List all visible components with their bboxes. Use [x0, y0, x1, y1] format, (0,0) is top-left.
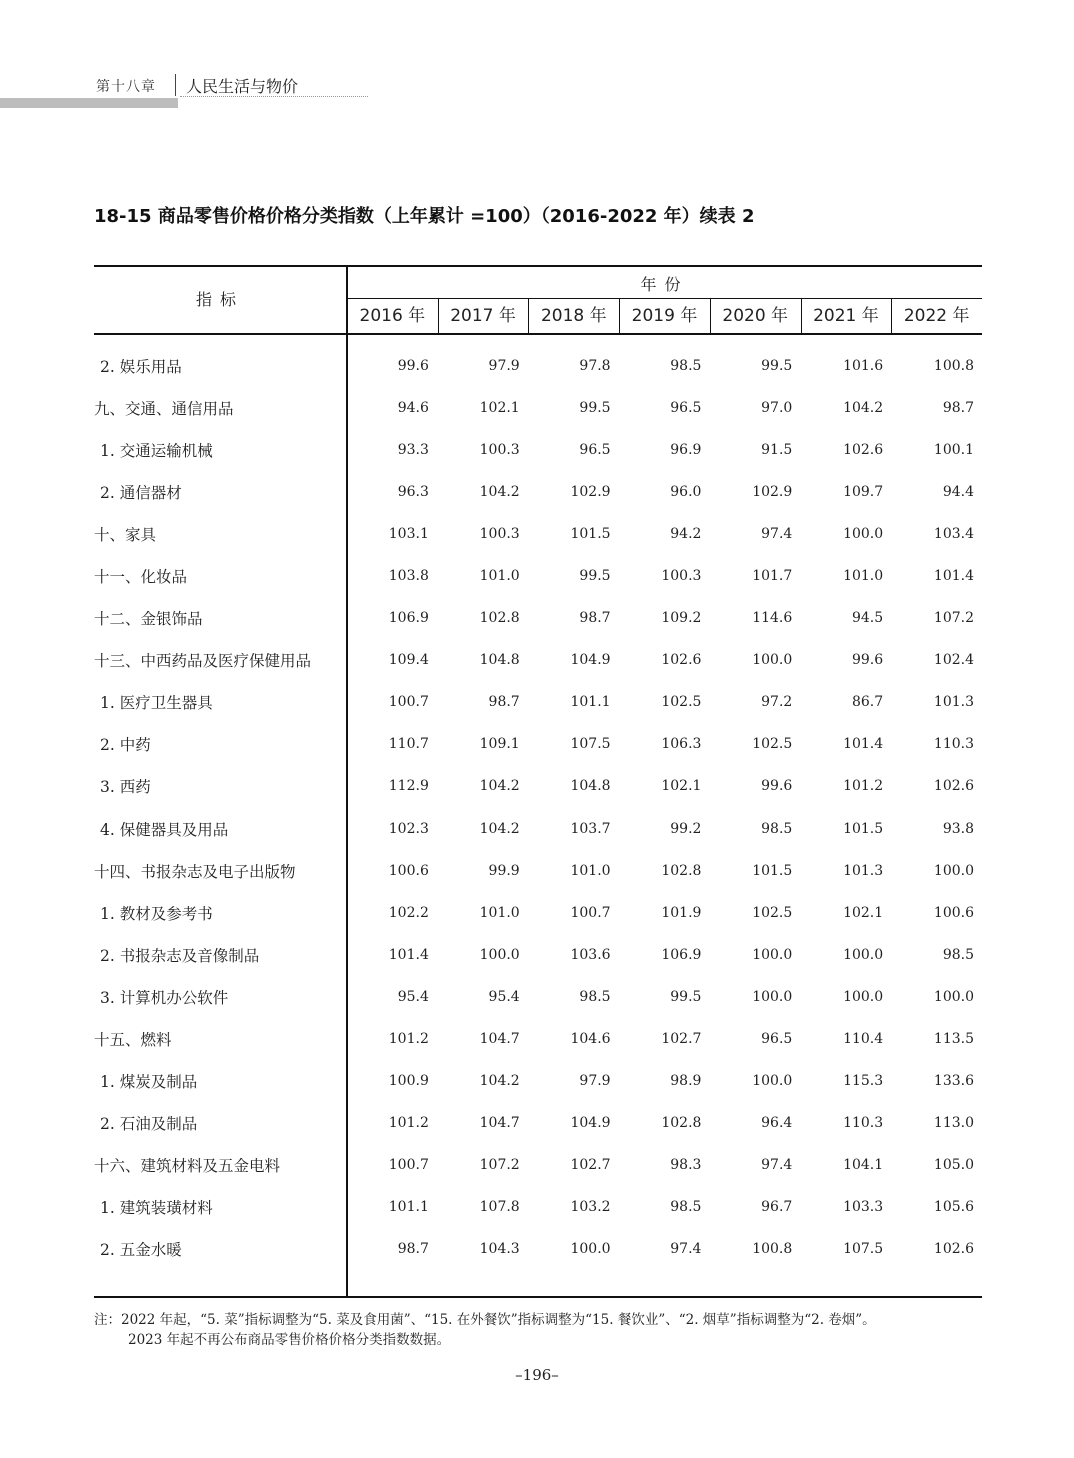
table-cell: 99.6: [397, 358, 429, 375]
row-values: [346, 1115, 982, 1131]
table-row: [94, 345, 982, 387]
header-indicator: 指标: [195, 290, 244, 309]
table-cell: 93.8: [942, 820, 975, 837]
table-cell: 102.1: [843, 904, 884, 921]
table-cell: 100.9: [388, 1072, 429, 1089]
table-row: [94, 723, 982, 765]
table-cell: 100.0: [933, 988, 975, 1005]
table-cell: 86.7: [851, 694, 884, 711]
table-cell: 107.5: [843, 1241, 884, 1257]
table-row: [94, 429, 982, 471]
footnote-line-2: 2023 年起不再公布商品零售价格价格分类指数数据。: [128, 1332, 451, 1348]
table-row: [94, 976, 982, 1018]
table-cell: 98.7: [942, 400, 975, 417]
table-cell: 101.3: [933, 694, 975, 711]
table-cell: 100.0: [752, 988, 793, 1005]
row-values: [346, 1157, 982, 1173]
chapter-dotted-rule: [180, 96, 368, 97]
table-cell: 101.5: [570, 526, 611, 543]
header-years: [347, 299, 982, 333]
table-row: [94, 555, 982, 597]
table-cell: 100.0: [752, 652, 793, 669]
table-cell: 100.7: [570, 904, 611, 921]
table-cell: 102.6: [661, 652, 702, 669]
row-label: 十二、金银饰品: [94, 610, 203, 629]
row-values: [346, 1241, 982, 1257]
table-cell: 101.4: [933, 568, 975, 585]
table-cell: 100.7: [388, 694, 429, 711]
table-cell: 98.3: [670, 1156, 702, 1173]
row-label: 1. 医疗卫生器具: [100, 694, 213, 713]
row-label: 十四、书报杂志及电子出版物: [94, 862, 296, 881]
table-cell: 101.1: [570, 694, 611, 711]
row-values: [346, 905, 982, 921]
table-cell: 106.9: [661, 946, 702, 963]
row-values: [346, 358, 982, 374]
table-cell: 101.5: [843, 820, 884, 837]
table-row: [94, 471, 982, 513]
table-cell: 104.9: [570, 1114, 611, 1131]
header-year: 2019 年: [631, 306, 698, 326]
header-year: 2021 年: [813, 306, 879, 326]
table-cell: 97.4: [761, 1156, 793, 1173]
table-body: [94, 345, 982, 1270]
chapter-number: 第十八章: [96, 79, 156, 95]
table-cell: 104.8: [479, 652, 520, 669]
table-bottom-rule: [94, 1296, 982, 1298]
table-cell: 101.9: [661, 904, 702, 921]
table-top-rule: [94, 265, 982, 267]
table-cell: 98.7: [579, 610, 611, 627]
table-cell: 102.8: [661, 862, 702, 879]
header-year: 2020 年: [722, 306, 789, 326]
chapter-divider: [175, 74, 176, 96]
row-values: [346, 821, 982, 837]
table-cell: 98.5: [942, 946, 975, 963]
table-cell: 100.0: [843, 988, 884, 1005]
table-cell: 103.1: [388, 526, 429, 543]
table-cell: 103.4: [933, 526, 975, 543]
table-cell: 101.2: [388, 1030, 429, 1047]
table-cell: 102.7: [661, 1030, 702, 1047]
table-cell: 99.5: [670, 988, 702, 1005]
year-column-separator: [801, 299, 802, 334]
table-cell: 102.5: [752, 736, 793, 753]
table-cell: 107.2: [933, 610, 975, 627]
year-column-separator: [710, 299, 711, 334]
row-values: [346, 947, 982, 963]
table-cell: 101.7: [752, 568, 793, 585]
row-label: 1. 交通运输机械: [100, 442, 213, 461]
row-label: 2. 书报杂志及音像制品: [100, 946, 260, 965]
table-row: [94, 513, 982, 555]
table-cell: 95.4: [397, 988, 429, 1005]
row-label: 2. 娱乐用品: [100, 358, 182, 377]
table-cell: 100.8: [933, 358, 975, 375]
year-column-separator: [891, 299, 892, 334]
table-cell: 96.4: [761, 1114, 793, 1131]
row-values: [346, 863, 982, 879]
row-values: [346, 1073, 982, 1089]
row-values: [346, 694, 982, 710]
table-cell: 101.6: [843, 358, 884, 375]
table-cell: 94.6: [397, 400, 429, 417]
table-cell: 98.5: [579, 988, 611, 1005]
table-cell: 98.5: [670, 358, 702, 375]
table-cell: 98.7: [488, 694, 520, 711]
table-cell: 96.5: [579, 442, 611, 459]
table-cell: 97.2: [761, 694, 793, 711]
table-cell: 104.1: [843, 1156, 884, 1173]
table-cell: 102.5: [661, 694, 702, 711]
table-cell: 104.3: [479, 1241, 520, 1257]
table-cell: 133.6: [933, 1072, 975, 1089]
row-label: 4. 保健器具及用品: [100, 820, 229, 839]
table-cell: 115.3: [843, 1072, 884, 1089]
year-column-separator: [528, 299, 529, 334]
table-cell: 99.2: [670, 820, 702, 837]
table-cell: 99.5: [761, 358, 793, 375]
row-values: [346, 526, 982, 542]
row-values: [346, 652, 982, 668]
table-row: [94, 1102, 982, 1144]
table-cell: 98.5: [670, 1198, 702, 1215]
table-cell: 101.0: [843, 568, 884, 585]
table-cell: 107.5: [570, 736, 611, 753]
table-cell: 100.0: [479, 946, 520, 963]
table-cell: 100.3: [479, 442, 520, 459]
table-cell: 102.3: [388, 820, 429, 837]
table-header-rule: [94, 333, 982, 335]
table-row: [94, 808, 982, 850]
table-cell: 109.7: [843, 484, 884, 501]
row-label: 十六、建筑材料及五金电料: [94, 1156, 281, 1175]
header-year: 2016 年: [359, 306, 426, 326]
table-cell: 97.9: [579, 1072, 611, 1089]
table-row: [94, 681, 982, 723]
table-row: [94, 597, 982, 639]
table-cell: 97.9: [488, 358, 520, 375]
table-cell: 101.0: [479, 568, 520, 585]
row-label: 十三、中西药品及医疗保健用品: [94, 652, 312, 671]
row-label: 3. 西药: [100, 778, 151, 797]
table-row: [94, 934, 982, 976]
table-cell: 99.9: [488, 862, 520, 879]
table-cell: 107.8: [479, 1198, 520, 1215]
table-title: 18-15 商品零售价格价格分类指数（上年累计 =100）（2016-2022 年）续表 2: [94, 206, 755, 227]
row-label: 2. 中药: [100, 736, 151, 755]
table-cell: 109.2: [661, 610, 702, 627]
table-cell: 102.1: [479, 400, 520, 417]
table-cell: 102.6: [843, 442, 884, 459]
table-cell: 102.2: [388, 904, 429, 921]
row-values: [346, 484, 982, 500]
row-label: 1. 建筑装璜材料: [100, 1198, 213, 1217]
table-cell: 110.7: [388, 736, 429, 753]
table-cell: 100.0: [933, 862, 975, 879]
table-cell: 102.9: [570, 484, 611, 501]
row-values: [346, 778, 982, 794]
table-cell: 97.4: [670, 1241, 702, 1257]
table-cell: 97.0: [761, 400, 793, 417]
table-cell: 100.0: [752, 1072, 793, 1089]
table-cell: 102.6: [933, 778, 975, 795]
table-cell: 99.5: [579, 400, 611, 417]
table-cell: 96.9: [670, 442, 702, 459]
footnote-line-1: 注：2022 年起，“5. 菜”指标调整为“5. 菜及食用菌”、“15. 在外餐饮”指标调整为“15. 餐饮业”、“2. 烟草”指标调整为“2. 卷烟”。: [94, 1312, 876, 1328]
header-year: 2017 年: [450, 306, 516, 326]
row-label: 2. 通信器材: [100, 484, 182, 503]
row-values: [346, 400, 982, 416]
table-cell: 100.6: [388, 862, 429, 879]
table-cell: 110.3: [843, 1114, 884, 1131]
table-cell: 98.5: [761, 820, 793, 837]
table-cell: 100.1: [933, 442, 975, 459]
row-values: [346, 736, 982, 752]
table-cell: 101.2: [843, 778, 884, 795]
table-cell: 100.0: [752, 946, 793, 963]
table-cell: 102.4: [933, 652, 975, 669]
table-cell: 104.2: [843, 400, 884, 417]
table-cell: 102.1: [661, 778, 702, 795]
table-cell: 101.5: [752, 862, 793, 879]
table-cell: 104.2: [479, 778, 520, 795]
table-cell: 101.4: [388, 946, 429, 963]
row-label: 2. 五金水暖: [100, 1241, 182, 1259]
table-cell: 106.9: [388, 610, 429, 627]
table-cell: 101.2: [388, 1114, 429, 1131]
row-label: 十、家具: [94, 526, 157, 545]
table-cell: 110.4: [843, 1030, 884, 1047]
table-cell: 102.6: [933, 1241, 975, 1257]
table-cell: 102.5: [752, 904, 793, 921]
chapter-header: [0, 72, 370, 108]
table-cell: 100.0: [843, 526, 884, 543]
table-cell: 100.0: [570, 1241, 611, 1257]
year-column-separator: [438, 299, 439, 334]
table-cell: 104.2: [479, 484, 520, 501]
table-cell: 104.9: [570, 652, 611, 669]
table-cell: 98.7: [397, 1241, 429, 1257]
table-row: [94, 1018, 982, 1060]
table-cell: 97.8: [579, 358, 611, 375]
header-year: 2018 年: [540, 306, 607, 326]
table-cell: 99.5: [579, 568, 611, 585]
table-cell: 104.6: [570, 1030, 611, 1047]
table-cell: 100.8: [752, 1241, 793, 1257]
row-label: 十一、化妆品: [94, 568, 188, 587]
row-label: 3. 计算机办公软件: [100, 988, 229, 1007]
table-cell: 101.0: [570, 862, 611, 879]
table-cell: 102.8: [661, 1114, 702, 1131]
table-cell: 96.3: [397, 484, 429, 501]
table-cell: 100.0: [843, 946, 884, 963]
table-cell: 113.0: [933, 1114, 975, 1131]
table-cell: 98.9: [670, 1072, 702, 1089]
table-cell: 94.2: [670, 526, 702, 543]
table-cell: 101.0: [479, 904, 520, 921]
table-cell: 109.4: [388, 652, 429, 669]
table-cell: 103.7: [570, 820, 611, 837]
table-cell: 101.4: [843, 736, 884, 753]
table-cell: 100.3: [479, 526, 520, 543]
footnote: [94, 1310, 994, 1350]
table-cell: 103.2: [570, 1198, 611, 1215]
table-row: [94, 765, 982, 807]
table-cell: 104.8: [570, 778, 611, 795]
table-cell: 100.7: [388, 1156, 429, 1173]
chapter-bar: [0, 98, 178, 108]
page-number: –196–: [515, 1366, 559, 1384]
table-cell: 107.2: [479, 1156, 520, 1173]
row-label: 九、交通、通信用品: [94, 400, 234, 419]
table-cell: 100.3: [661, 568, 702, 585]
table-cell: 96.7: [761, 1198, 793, 1215]
row-values: [346, 568, 982, 584]
table-row: [94, 1144, 982, 1186]
table-cell: 106.3: [661, 736, 702, 753]
table-cell: 97.4: [761, 526, 793, 543]
row-values: [346, 1031, 982, 1047]
table-cell: 113.5: [933, 1030, 975, 1047]
table-cell: 96.5: [670, 400, 702, 417]
chapter-title: 人民生活与物价: [186, 77, 299, 96]
table-row: [94, 1186, 982, 1228]
table-cell: 105.6: [933, 1198, 975, 1215]
table-row: [94, 850, 982, 892]
table-row: [94, 387, 982, 429]
row-values: [346, 989, 982, 1005]
table-cell: 96.0: [670, 484, 702, 501]
row-label: 十五、燃料: [94, 1030, 172, 1049]
year-column-separator: [619, 299, 620, 334]
table-cell: 95.4: [488, 988, 520, 1005]
table-cell: 101.1: [388, 1198, 429, 1215]
table-cell: 94.4: [942, 484, 975, 501]
table-cell: 103.6: [570, 946, 611, 963]
table-cell: 102.9: [752, 484, 793, 501]
table-row: [94, 1228, 982, 1270]
table-cell: 91.5: [761, 442, 793, 459]
table-cell: 104.2: [479, 820, 520, 837]
row-label: 2. 石油及制品: [100, 1114, 198, 1133]
row-values: [346, 610, 982, 626]
table-cell: 112.9: [388, 778, 429, 795]
table-cell: 100.6: [933, 904, 975, 921]
table-row: [94, 892, 982, 934]
table-cell: 105.0: [933, 1156, 975, 1173]
table-cell: 99.6: [761, 778, 793, 795]
data-table: [94, 265, 982, 1298]
table-cell: 104.7: [479, 1114, 520, 1131]
table-cell: 110.3: [933, 736, 975, 753]
row-label: 1. 教材及参考书: [100, 904, 213, 923]
table-cell: 103.8: [388, 568, 429, 585]
row-values: [346, 442, 982, 458]
row-label: 1. 煤炭及制品: [100, 1072, 198, 1091]
header-year: 2022 年: [903, 306, 970, 326]
table-cell: 101.3: [843, 862, 884, 879]
table-cell: 103.3: [843, 1198, 884, 1215]
table-cell: 104.2: [479, 1072, 520, 1089]
table-cell: 109.1: [479, 736, 520, 753]
row-values: [346, 1199, 982, 1215]
header-year-group: 年份: [640, 275, 689, 294]
table-cell: 104.7: [479, 1030, 520, 1047]
table-row: [94, 1060, 982, 1102]
table-cell: 96.5: [761, 1030, 793, 1047]
table-cell: 94.5: [851, 610, 884, 627]
table-cell: 93.3: [397, 442, 429, 459]
table-row: [94, 639, 982, 681]
table-cell: 114.6: [752, 610, 793, 627]
table-cell: 102.7: [570, 1156, 611, 1173]
table-cell: 102.8: [479, 610, 520, 627]
table-cell: 99.6: [851, 652, 884, 669]
